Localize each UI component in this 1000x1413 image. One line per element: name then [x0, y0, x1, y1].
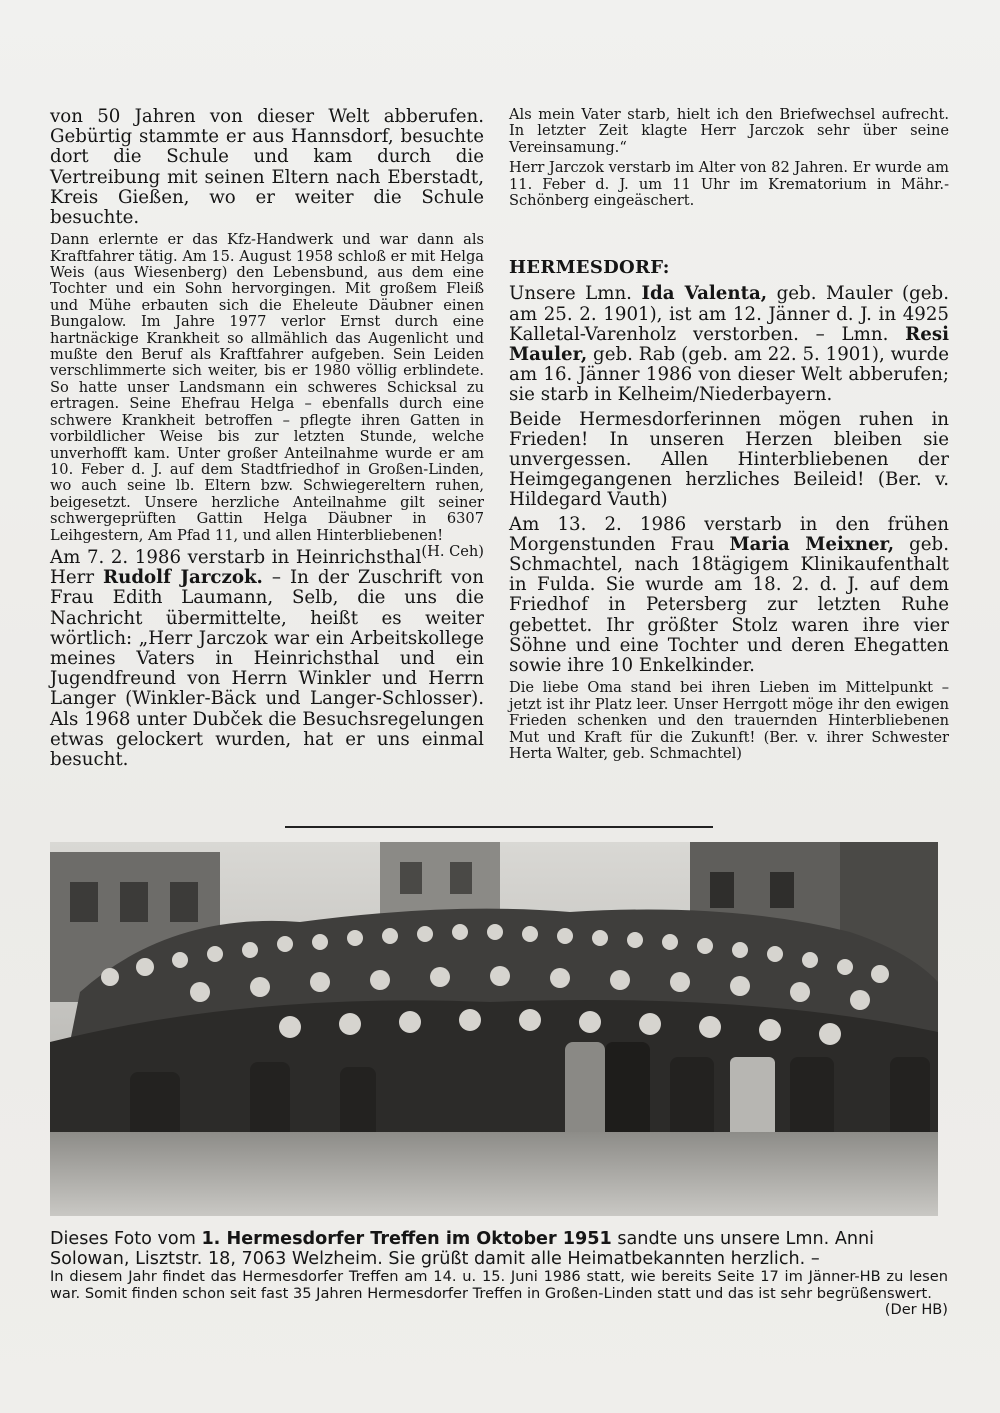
obituary-paragraph-2 — [50, 231, 484, 560]
condolence-paragraph: Beide Hermesdorferinnen mögen ruhen in Frieden! In unseren Herzen bleiben sie unvergessen. Allen Hinterbliebenen der Heimgegangenen herzliches Beileid! (Ber. v. Hildegard Vauth) — [509, 408, 949, 511]
divider-rule — [285, 826, 713, 828]
deceased-name: Maria Meixner, — [729, 533, 895, 555]
text-span: – In der Zuschrift von Frau Edith Laumann, Selb, die uns die Nachricht übermittelte, heißt es weiter wörtlich: „Herr Jarczok war ein Arbeitskollege meines Vaters in Heinrichsthal und ein Jugendfreund von Herrn Winkler und Herrn Langer (Winkler-Bäck und Langer-Schlosser). Als 1968 unter Dubček die Besuchsregelungen etwas gelockert wurden, hat er uns einmal besucht. — [50, 567, 484, 770]
event-title: 1. Hermesdorfer Treffen im Oktober 1951 — [201, 1229, 612, 1249]
group-photo-illustration — [50, 842, 938, 1216]
caption-signature: (Der HB) — [884, 1301, 948, 1318]
cremation-paragraph: Herr Jarczok verstarb im Alter von 82 Jahren. Er wurde am 11. Feber d. J. um 11 Uhr im Krematorium in Mähr.-Schönberg eingeäschert. — [509, 159, 949, 210]
obituary-paragraph-1: von 50 Jahren von dieser Welt abberufen. Gebürtig stammte er aus Hannsdorf, besuchte dort die Schule und kam durch die Vertreibung mit seinen Eltern nach Eberstadt, Kreis Gießen, wo er weiter die Schule besuchte. — [50, 106, 484, 229]
text-span: geb. Mauler (geb. am 25. 2. 1901), ist am 12. Jänner d. J. in 4925 Kalletal-Varenholz verstorben. – Lmn. — [509, 283, 949, 345]
text-span: geb. Rab (geb. am 22. 5. 1901), wurde am 16. Jänner 1986 von dieser Welt abberufen; sie starb in Kelheim/Niederbayern. — [509, 344, 949, 406]
letter-paragraph: Als mein Vater starb, hielt ich den Briefwechsel aufrecht. In letzter Zeit klagte Herr Jarczok sehr über seine Vereinsamung.“ — [509, 106, 949, 156]
oma-paragraph: Die liebe Oma stand bei ihren Lieben im Mittelpunkt – jetzt ist ihr Platz leer. Unser Herrgott möge ihr den ewigen Frieden schenken und den trauernden Hinterbliebenen Mut und Kraft für die Zukunft! (Ber. v. ihrer Schwester Herta Walter, geb. Schmachtel) — [509, 679, 949, 762]
obituary-text: Dann erlernte er das Kfz-Handwerk und war dann als Kraftfahrer tätig. Am 15. August 1958 schloß er mit Helga Weis (aus Wiesenberg) den Lebensbund, aus dem eine Tochter und ein Sohn hervorgingen. Mit großem Fleiß und Mühe erbauten sich die Eheleute Däubner einen Bungalow. Im Jahre 1977 verlor Ernst durch eine hartnäckige Krankheit so allmählich das Augenlicht und mußte den Beruf als Kraftfahrer aufgeben. Sein Leiden verschlimmerte sich weiter, bis er 1980 völlig erblindete. So hatte unser Landsmann ein schweres Schicksal zu ertragen. Seine Ehefrau Helga – ebenfalls durch eine schwere Krankheit betroffen – pflegte ihren Gatten in vorbildlicher Weise bis zur letzten Stunde, welche unverhofft kam. Unter großer Anteilnahme wurde er am 10. Feber d. J. auf dem Stadtfriedhof in Großen-Linden, wo auch seine lb. Eltern bzw. Schwiegereltern ruhen, beigesetzt. Unsere herzliche Anteilnahme gilt seiner schwergeprüften Gattin Helga Däubner in 6307 Leihgestern, Am Pfad 11, und allen Hinterbliebenen! — [50, 231, 484, 544]
caption-note: In diesem Jahr findet das Hermesdorfer Treffen am 14. u. 15. Juni 1986 statt, wie bereits Seite 17 im Jänner-HB zu lesen war. Somit finden schon seit fast 35 Jahren Hermesdorfer Treffen in Großen-Linden statt und das ist sehr begrüßenswert. — [50, 1268, 948, 1302]
deceased-name: Resi Mauler, — [509, 323, 949, 366]
jarczok-paragraph — [50, 548, 484, 770]
text-span: geb. Schmachtel, nach 18tägigem Klinikaufenthalt in Fulda. Sie wurde am 18. 2. d. J. auf dem Friedhof in Petersberg zur letzten Ruhe gebettet. Ihr größter Stolz waren ihre vier Söhne und eine Tochter und deren Ehegatten sowie ihre 10 Enkelkinder. — [509, 533, 949, 677]
photo-caption — [50, 1229, 948, 1319]
section-heading: HERMESDORF: — [509, 257, 670, 279]
text-span: Dieses Foto vom — [50, 1229, 196, 1249]
meixner-paragraph — [509, 515, 949, 677]
author-signature: (H. Ceh) — [421, 542, 484, 560]
text-span: sandte uns unsere Lmn. Anni Solowan, Lisztstr. 18, 7063 Welzheim. Sie grüßt damit alle Heimatbekannten herzlich. – — [50, 1229, 875, 1269]
group-photo — [50, 842, 938, 1216]
text-span: Unsere Lmn. — [509, 283, 632, 305]
text-span: Am 13. 2. 1986 verstarb in den frühen Morgenstunden Frau — [509, 513, 949, 555]
caption-main — [50, 1229, 948, 1269]
text-span: Am 7. 2. 1986 verstarb in Heinrichsthal Herr — [50, 546, 422, 589]
hermesdorf-paragraph — [509, 284, 949, 405]
deceased-name: Ida Valenta, — [641, 283, 768, 305]
left-column — [50, 107, 484, 774]
deceased-name: Rudolf Jarczok. — [103, 567, 263, 589]
right-column — [509, 107, 949, 766]
